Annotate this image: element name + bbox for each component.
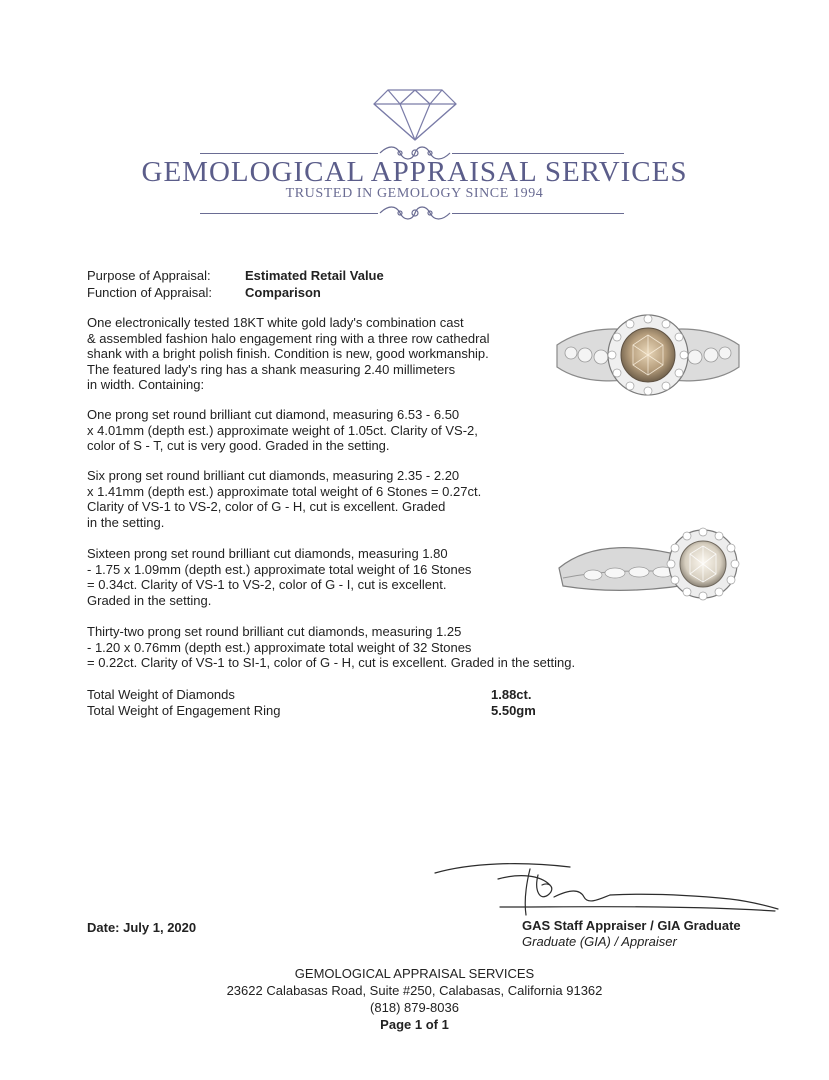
sixteen-stones-paragraph: Sixteen prong set round brilliant cut diamonds, measuring 1.80 - 1.75 x 1.09mm (depth est.) approximate total weight of 16 Stones = 0.34ct. Clarity of VS-1 to VS-2, color of G - I, cut is excellent. Graded in the setting.: [87, 546, 472, 608]
footer-address: 23622 Calabasas Road, Suite #250, Calabasas, California 91362: [226, 983, 603, 998]
rule-left-bottom: [200, 213, 378, 214]
total-diamonds-value: 1.88ct.: [491, 687, 532, 702]
brand-tagline: TRUSTED IN GEMOLOGY SINCE 1994: [285, 186, 544, 201]
totals-table: [0, 687, 829, 721]
signature-image: [430, 855, 780, 925]
purpose-value: Estimated Retail Value: [245, 268, 384, 283]
footer-phone: (818) 879-8036: [370, 1000, 459, 1015]
thirty-two-stones-paragraph: Thirty-two prong set round brilliant cut diamonds, measuring 1.25 - 1.20 x 0.76mm (depth est.) approximate total weight of 32 Stones = 0.22ct. Clarity of VS-1 to SI-1, color of G - H, cut is excellent. Graded in the setting.: [87, 624, 576, 670]
purpose-label: Purpose of Appraisal:: [87, 268, 211, 283]
scroll-ornament-icon: [378, 203, 452, 223]
function-label: Function of Appraisal:: [87, 285, 213, 300]
appraiser-credentials: Graduate (GIA) / Appraiser: [522, 934, 677, 949]
page-number: Page 1 of 1: [380, 1017, 449, 1032]
ring-top-view-image: [553, 305, 743, 405]
total-diamonds-label: Total Weight of Diamonds: [87, 687, 235, 702]
appraiser-title: GAS Staff Appraiser / GIA Graduate: [522, 918, 741, 933]
function-value: Comparison: [245, 285, 321, 300]
total-ring-label: Total Weight of Engagement Ring: [87, 703, 281, 718]
diamond-icon: [370, 86, 460, 142]
rule-left-top: [200, 153, 378, 154]
total-ring-value: 5.50gm: [491, 703, 536, 718]
rule-right-top: [452, 153, 624, 154]
letterhead: [0, 0, 829, 240]
appraisal-date: Date: July 1, 2020: [87, 920, 197, 935]
appraisal-meta: [0, 267, 829, 301]
center-diamond-paragraph: One prong set round brilliant cut diamond, measuring 6.53 - 6.50 x 4.01mm (depth est.) approximate weight of 1.05ct. Clarity of VS-2, color of S - T, cut is very good. Graded in the setting.: [87, 407, 478, 453]
footer-company: GEMOLOGICAL APPRAISAL SERVICES: [294, 966, 535, 981]
ring-side-view-image: [553, 520, 743, 620]
description-paragraph: One electronically tested 18KT white gold lady's combination cast & assembled fashion halo engagement ring with a three row cathedral shank with a bright polish finish. Condition is new, good workmanship. The featured lady's ring has a shank measuring 2.40 millimeters in width. Containing:: [87, 315, 490, 392]
rule-right-bottom: [452, 213, 624, 214]
six-stones-paragraph: Six prong set round brilliant cut diamonds, measuring 2.35 - 2.20 x 1.41mm (depth est.) approximate total weight of 6 Stones = 0.27ct. Clarity of VS-1 to VS-2, color of G - H, cut is excellent. Graded in the setting.: [87, 468, 482, 530]
brand-title: GEMOLOGICAL APPRAISAL SERVICES: [141, 156, 688, 188]
